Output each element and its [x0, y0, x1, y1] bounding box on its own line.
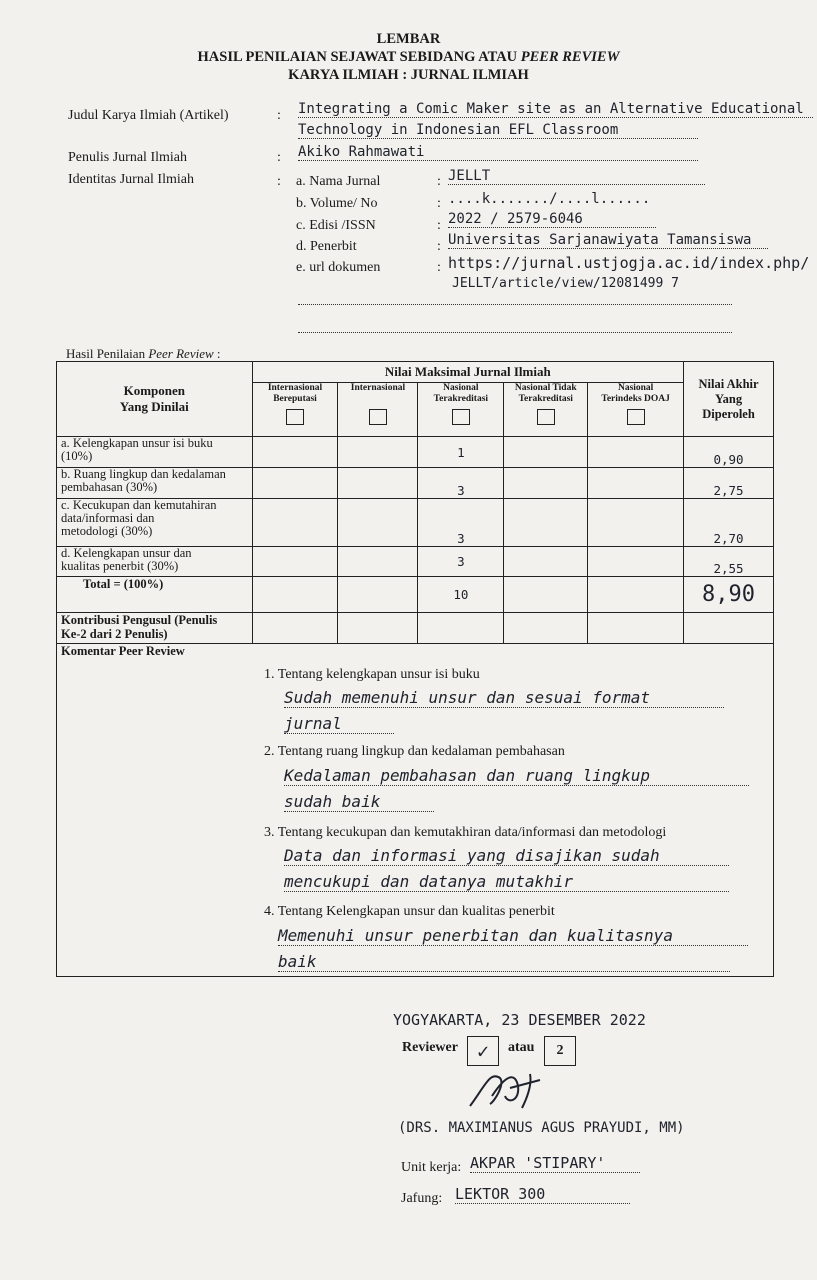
- col-nasional-tidak-terakreditasi: [504, 383, 588, 437]
- table-row: [57, 468, 774, 499]
- header-line-2-italic: PEER REVIEW: [520, 49, 620, 65]
- row-c-label: [57, 499, 253, 547]
- reviewer-label: Reviewer: [402, 1040, 458, 1055]
- cell-empty: [588, 577, 684, 613]
- volume-label: b. Volume/ No: [296, 196, 378, 211]
- checkbox-nasional-terindeks-doaj[interactable]: [627, 409, 645, 425]
- col-label-4: Nasional Terindeks DOAJ: [601, 383, 670, 404]
- cell-empty: [504, 437, 588, 468]
- cell-empty: [252, 437, 338, 468]
- table-caption-prefix: Hasil Penilaian: [66, 346, 149, 361]
- nilai-maks-header: Nilai Maksimal Jurnal Ilmiah: [252, 362, 684, 383]
- question-3: 3. Tentang kecukupan dan kemutakhiran data/informasi dan metodologi: [264, 825, 667, 840]
- checkbox-internasional[interactable]: [369, 409, 387, 425]
- cell-empty: [252, 547, 338, 577]
- col-internasional: [338, 383, 418, 437]
- cell-empty: [338, 499, 418, 547]
- answer-4-line-1: Memenuhi unsur penerbitan dan kualitasnya: [278, 926, 748, 946]
- row-d-letter: d.: [61, 546, 71, 560]
- cell-empty: [338, 437, 418, 468]
- total-final: 8,90: [684, 577, 774, 613]
- cell-empty: [504, 547, 588, 577]
- row-a-letter: a.: [61, 436, 70, 450]
- row-a-nasional: 1: [418, 437, 504, 468]
- cell-empty: [338, 547, 418, 577]
- cell-empty: [588, 437, 684, 468]
- col-label-3: Nasional Tidak Terakreditasi: [514, 383, 577, 404]
- signature-scribble: [460, 1066, 560, 1116]
- komentar-label: Komentar Peer Review: [61, 644, 185, 658]
- answer-1-line-2: jurnal: [284, 714, 394, 734]
- cell-empty: [252, 468, 338, 499]
- answer-3-line-1: Data dan informasi yang disajikan sudah: [284, 846, 729, 866]
- url-value-2: JELLT/article/view/12081499 7: [452, 276, 679, 291]
- header-line-2: [0, 49, 817, 66]
- cell-empty: [504, 468, 588, 499]
- cell-empty: [588, 499, 684, 547]
- header-line-3: KARYA ILMIAH : JURNAL ILMIAH: [288, 67, 529, 83]
- cell-empty: [338, 468, 418, 499]
- cell-empty: [504, 577, 588, 613]
- reviewer-name: (DRS. MAXIMIANUS AGUS PRAYUDI, MM): [398, 1120, 685, 1136]
- reviewer-two-box[interactable]: 2: [544, 1036, 576, 1066]
- row-d-nasional: 3: [418, 547, 504, 577]
- volume-value: ....k......./....l......: [448, 191, 651, 207]
- header-line-1: LEMBAR: [376, 31, 441, 47]
- table-row-kontribusi: [57, 613, 774, 644]
- url-label: e. url dokumen: [296, 260, 381, 275]
- nama-jurnal-colon: :: [437, 174, 441, 189]
- checkbox-nasional-tidak-terakreditasi[interactable]: [537, 409, 555, 425]
- header-line-2-text: HASIL PENILAIAN SEJAWAT SEBIDANG ATAU: [197, 49, 521, 65]
- cell-empty: [252, 577, 338, 613]
- row-a-final: 0,90: [684, 437, 774, 468]
- empty-dotted-line-1: [298, 303, 732, 305]
- answer-2-line-2: sudah baik: [284, 792, 434, 812]
- penulis-colon: :: [277, 150, 281, 165]
- penerbit-value: Universitas Sarjanawiyata Tamansiswa: [448, 232, 768, 249]
- table-caption-italic: Peer Review: [148, 346, 214, 361]
- penulis-value: Akiko Rahmawati: [298, 144, 698, 161]
- empty-dotted-line-2: [298, 331, 732, 333]
- row-a-label: [57, 437, 253, 468]
- row-b-nasional: 3: [418, 468, 504, 499]
- table-caption: [66, 346, 221, 362]
- judul-label: Judul Karya Ilmiah (Artikel): [68, 108, 229, 123]
- cell-empty: [338, 577, 418, 613]
- row-b-letter: b.: [61, 467, 71, 481]
- judul-value-1: Integrating a Comic Maker site as an Alternative Educational: [298, 101, 813, 118]
- question-1: 1. Tentang kelengkapan unsur isi buku: [264, 667, 480, 682]
- table-caption-suffix: :: [213, 346, 221, 361]
- answer-3-line-2: mencukupi dan datanya mutakhir: [284, 872, 729, 892]
- cell-empty: [588, 468, 684, 499]
- cell-empty: [252, 613, 338, 644]
- edisi-colon: :: [437, 218, 441, 233]
- cell-empty: [684, 613, 774, 644]
- volume-colon: :: [437, 196, 441, 211]
- row-d-text: Kelengkapan unsur dan kualitas penerbit (30%): [61, 546, 192, 573]
- cell-empty: [418, 613, 504, 644]
- unit-kerja-value: AKPAR 'STIPARY': [470, 1154, 640, 1173]
- nama-jurnal-value: JELLT: [448, 168, 705, 185]
- total-label: Total = (100%): [57, 577, 253, 613]
- nilai-akhir-header: Nilai Akhir Yang Diperoleh: [684, 362, 774, 437]
- identitas-colon: :: [277, 174, 281, 189]
- checkbox-nasional-terakreditasi[interactable]: [452, 409, 470, 425]
- edisi-value: 2022 / 2579-6046: [448, 211, 656, 228]
- komponen-header: Komponen Yang Dinilai: [57, 362, 253, 437]
- cell-empty: [252, 499, 338, 547]
- total-nasional: 10: [418, 577, 504, 613]
- nama-jurnal-label: a. Nama Jurnal: [296, 174, 381, 189]
- cell-empty: [588, 613, 684, 644]
- jafung-value: LEKTOR 300: [455, 1185, 630, 1204]
- row-c-letter: c.: [61, 498, 70, 512]
- question-2: 2. Tentang ruang lingkup dan kedalaman pembahasan: [264, 744, 565, 759]
- col-nasional-terakreditasi: [418, 383, 504, 437]
- col-nasional-terindeks-doaj: [588, 383, 684, 437]
- penulis-label: Penulis Jurnal Ilmiah: [68, 150, 187, 165]
- atau-label: atau: [508, 1040, 535, 1055]
- cell-empty: [338, 613, 418, 644]
- identitas-label: Identitas Jurnal Ilmiah: [68, 172, 194, 187]
- row-b-text: Ruang lingkup dan kedalaman pembahasan (30%): [61, 467, 226, 494]
- penerbit-label: d. Penerbit: [296, 239, 357, 254]
- answer-1-line-1: Sudah memenuhi unsur dan sesuai format: [284, 688, 724, 708]
- cell-empty: [504, 613, 588, 644]
- cell-empty: [588, 547, 684, 577]
- row-b-final: 2,75: [684, 468, 774, 499]
- edisi-label: c. Edisi /ISSN: [296, 218, 376, 233]
- jafung-label: Jafung:: [401, 1191, 443, 1206]
- answer-4-line-2: baik: [278, 952, 730, 972]
- col-label-0: Internasional Bereputasi: [267, 383, 323, 404]
- question-4: 4. Tentang Kelengkapan unsur dan kualitas penerbit: [264, 904, 555, 919]
- col-internasional-bereputasi: [252, 383, 338, 437]
- row-b-label: [57, 468, 253, 499]
- reviewer-one-checkbox[interactable]: ✓: [467, 1036, 499, 1066]
- row-c-final: 2,70: [684, 499, 774, 547]
- place-date: YOGYAKARTA, 23 DESEMBER 2022: [393, 1011, 646, 1029]
- table-row: [57, 499, 774, 547]
- judul-value-2: Technology in Indonesian EFL Classroom: [298, 122, 698, 139]
- table-row: [57, 437, 774, 468]
- kontribusi-label: Kontribusi Pengusul (Penulis Ke-2 dari 2 Penulis): [57, 613, 253, 644]
- answer-2-line-1: Kedalaman pembahasan dan ruang lingkup: [284, 766, 749, 786]
- table-row: [57, 547, 774, 577]
- col-label-2: Nasional Terakreditasi: [433, 383, 489, 404]
- url-value-1: https://jurnal.ustjogja.ac.id/index.php/: [448, 254, 810, 272]
- row-d-label: [57, 547, 253, 577]
- judul-colon: :: [277, 108, 281, 123]
- penerbit-colon: :: [437, 239, 441, 254]
- url-colon: :: [437, 260, 441, 275]
- table-row-total: [57, 577, 774, 613]
- checkbox-internasional-bereputasi[interactable]: [286, 409, 304, 425]
- row-c-nasional: 3: [418, 499, 504, 547]
- row-c-text: Kecukupan dan kemutahiran data/informasi dan metodologi (30%): [61, 498, 217, 538]
- unit-kerja-label: Unit kerja:: [401, 1160, 462, 1175]
- col-label-1: Internasional: [350, 383, 406, 393]
- row-d-final: 2,55: [684, 547, 774, 577]
- cell-empty: [504, 499, 588, 547]
- row-a-text: Kelengkapan unsur isi buku (10%): [61, 436, 213, 463]
